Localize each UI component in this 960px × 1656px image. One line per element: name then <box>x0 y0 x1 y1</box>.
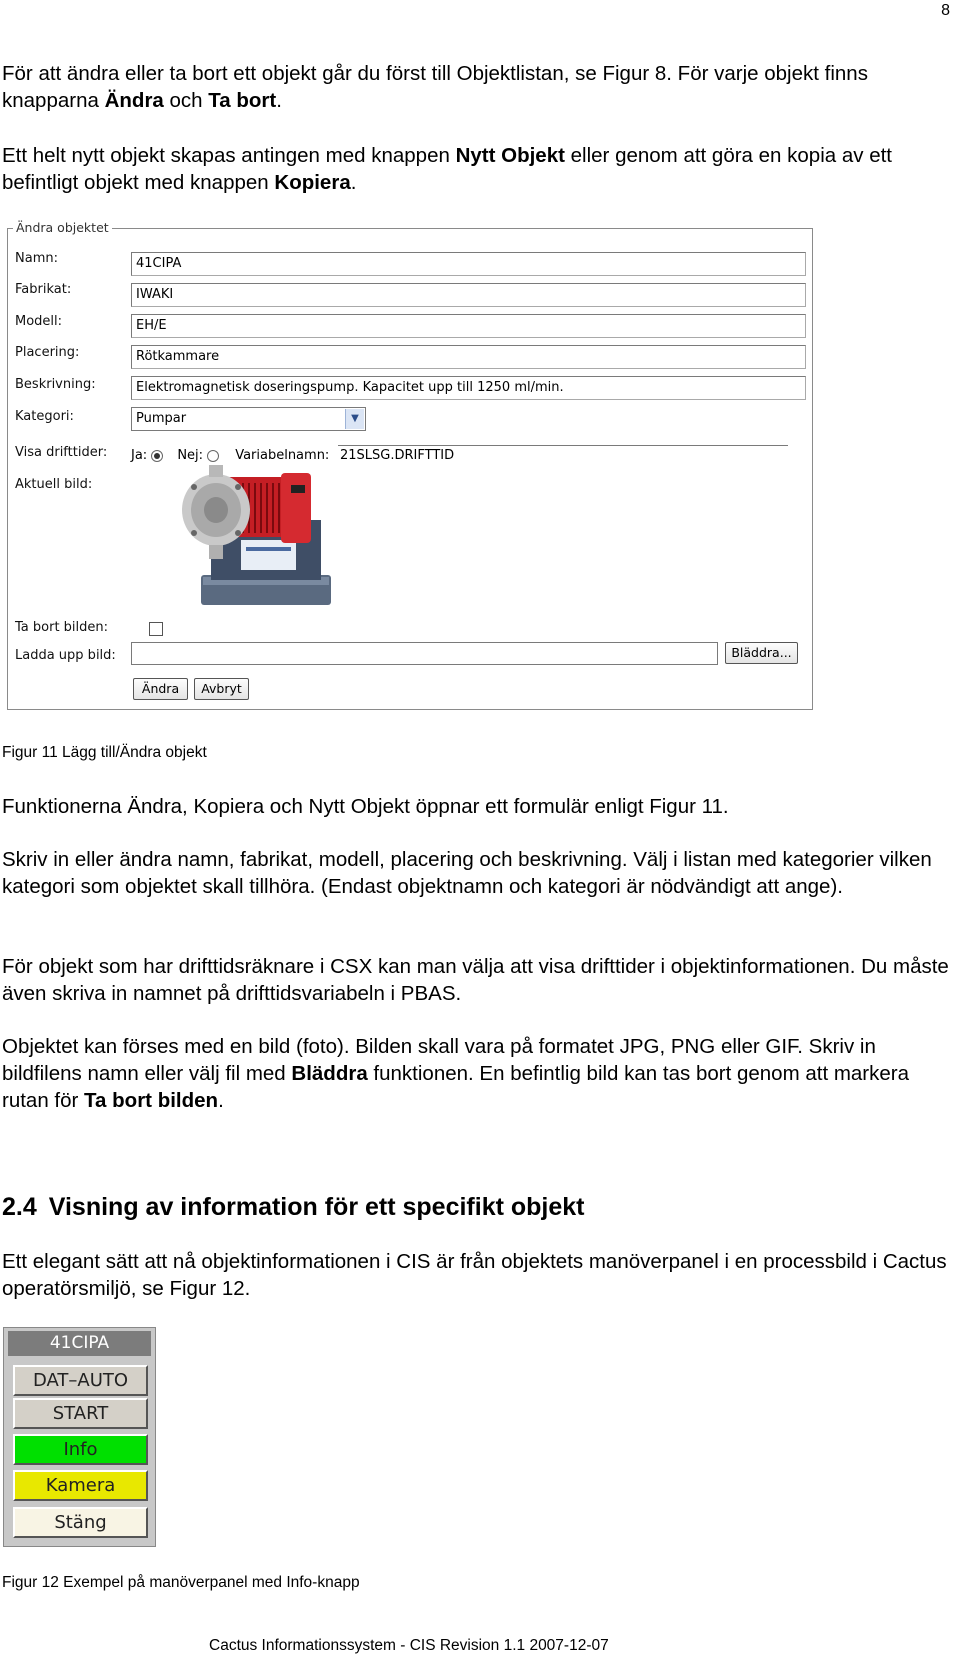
label-visa-drifttider: Visa drifttider: <box>15 445 108 460</box>
label-ta-bort-bilden: Ta bort bilden: <box>15 620 109 635</box>
figure-12-caption: Figur 12 Exempel på manöverpanel med Info-knapp <box>2 1574 360 1591</box>
variabelnamn-input[interactable]: 21SLSG.DRIFTTID <box>338 445 788 467</box>
page-number: 8 <box>941 2 950 19</box>
radio-nej-label: Nej: <box>177 448 204 463</box>
info-button[interactable]: Info <box>13 1434 148 1465</box>
beskrivning-input[interactable]: Elektromagnetisk doseringspump. Kapacitet upp till 1250 ml/min. <box>131 376 806 400</box>
intro-paragraph-2: Ett helt nytt objekt skapas antingen med knappen Nytt Objekt eller genom att göra en kopia av ett befintligt objekt med knappen Kopiera. <box>2 144 892 194</box>
section-number: 2.4 <box>2 1193 37 1221</box>
ta-bort-bilden-checkbox[interactable] <box>149 622 163 636</box>
namn-input[interactable]: 41CIPA <box>131 252 806 276</box>
browse-button[interactable]: Bläddra... <box>725 642 798 664</box>
label-modell: Modell: <box>15 314 63 329</box>
ladda-upp-bild-input[interactable] <box>131 642 718 665</box>
intro-paragraph-1: För att ändra eller ta bort ett objekt går du först till Objektlistan, se Figur 8. För varje objekt finns knapparna Ändra och Ta bort. <box>2 62 868 112</box>
dat-auto-button[interactable]: DAT–AUTO <box>13 1365 148 1396</box>
kamera-button[interactable]: Kamera <box>13 1470 148 1501</box>
radio-ja[interactable] <box>151 450 163 462</box>
andra-button[interactable]: Ändra <box>133 678 188 700</box>
stang-button[interactable]: Stäng <box>13 1507 148 1538</box>
kategori-select[interactable] <box>131 407 366 431</box>
radio-nej[interactable] <box>207 450 219 462</box>
start-button[interactable]: START <box>13 1398 148 1429</box>
body-paragraph-7: Ett elegant sätt att nå objektinformationen i CIS är från objektets manöverpanel i en processbild i Cactus operatörsmiljö, se Figur 12. <box>2 1250 947 1300</box>
body-paragraph-5: För objekt som har drifttidsräknare i CSX kan man välja att visa drifttider i objektinformationen. Du måste även skriva in namnet på drifttidsvariabeln i PBAS. <box>2 955 949 1005</box>
label-fabrikat: Fabrikat: <box>15 282 72 297</box>
avbryt-button[interactable]: Avbryt <box>194 678 249 700</box>
label-placering: Placering: <box>15 345 80 360</box>
label-beskrivning: Beskrivning: <box>15 377 96 392</box>
body-paragraph-6: Objektet kan förses med en bild (foto). Bilden skall vara på formatet JPG, PNG eller GIF. Skriv in bildfilens namn eller välj fil med Bläddra funktionen. En befintlig bild kan tas bort genom att markera rutan för Ta bort bilden. <box>2 1035 910 1112</box>
body-paragraph-4: Skriv in eller ändra namn, fabrikat, modell, placering och beskrivning. Välj i listan med kategorier vilken kategori som objektet skall tillhöra. (Endast objektnamn och kategori är nödvändigt att ange). <box>2 848 932 898</box>
radio-ja-label: Ja: <box>131 448 148 463</box>
modell-input[interactable]: EH/E <box>131 314 806 338</box>
drifttider-radio-group <box>131 448 329 463</box>
label-aktuell-bild: Aktuell bild: <box>15 477 93 492</box>
variabelnamn-label: Variabelnamn: <box>235 448 330 463</box>
dosing-pump-photo <box>131 465 366 612</box>
kategori-selected-value: Pumpar <box>136 411 187 426</box>
form-legend: Ändra objektet <box>13 220 112 235</box>
section-title: Visning av information för ett specifikt objekt <box>48 1193 585 1221</box>
body-paragraph-3: Funktionerna Ändra, Kopiera och Nytt Objekt öppnar ett formulär enligt Figur 11. <box>2 795 729 818</box>
chevron-down-icon[interactable]: ▼ <box>345 409 364 429</box>
panel-title: 41CIPA <box>8 1331 151 1356</box>
figure-11-caption: Figur 11 Lägg till/Ändra objekt <box>2 744 207 761</box>
label-namn: Namn: <box>15 251 58 266</box>
placering-input[interactable]: Rötkammare <box>131 345 806 369</box>
fabrikat-input[interactable]: IWAKI <box>131 283 806 307</box>
control-panel <box>3 1327 156 1547</box>
label-kategori: Kategori: <box>15 409 74 424</box>
label-ladda-upp-bild: Ladda upp bild: <box>15 648 116 663</box>
section-heading <box>2 1193 585 1222</box>
page-footer: Cactus Informationssystem - CIS Revision 1.1 2007-12-07 <box>209 1637 609 1654</box>
